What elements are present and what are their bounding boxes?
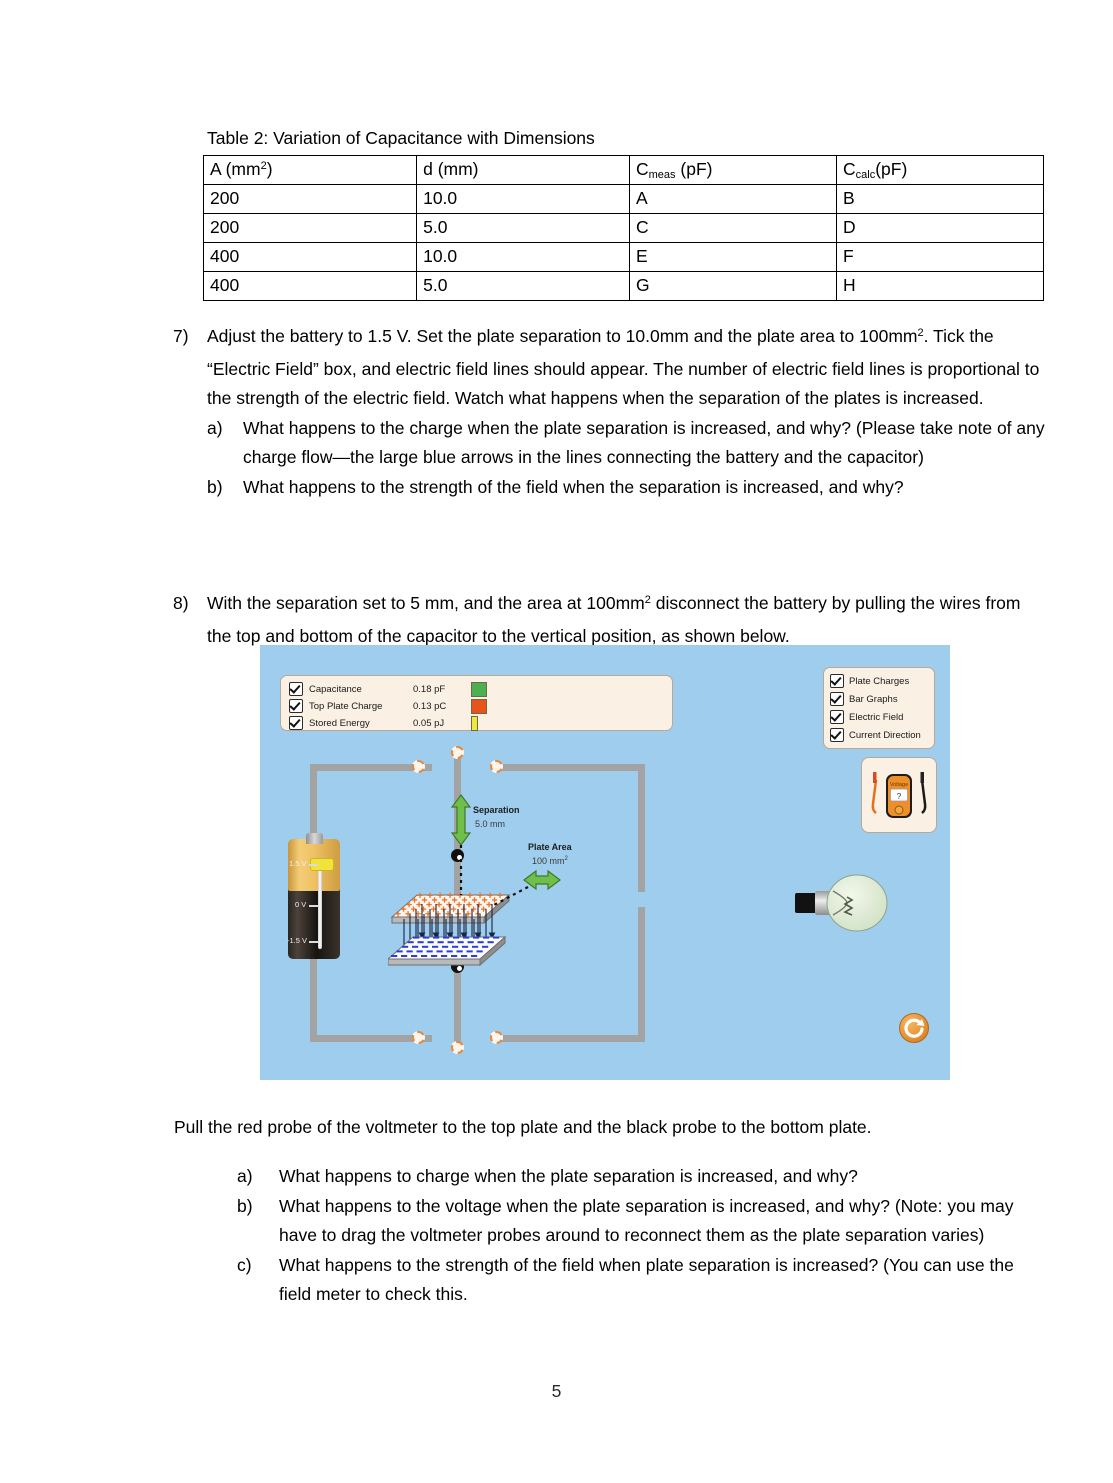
- question-8-number: 8): [173, 593, 189, 613]
- list-label: a): [237, 1166, 253, 1186]
- list-text: What happens to the charge when the plate separation is increased, and why? (Please take note of any charge flow—the large blue arrows in the lines connecting the battery and the capacitor): [243, 417, 1045, 467]
- cell-cmeas: A: [629, 185, 836, 214]
- battery-slider-track[interactable]: [318, 861, 322, 949]
- battery-terminal-icon: [306, 833, 323, 844]
- battery[interactable]: [285, 833, 343, 961]
- battery-tick-mid: [309, 905, 318, 907]
- pull-probe-instruction: Pull the red probe of the voltmeter to the top plate and the black probe to the bottom plate.: [174, 1117, 872, 1137]
- cell-distance: 10.0: [417, 185, 630, 214]
- checkbox-capacitance-icon[interactable]: [289, 682, 303, 696]
- separation-leader: [456, 845, 470, 897]
- voltmeter-tool-box[interactable]: [861, 757, 937, 833]
- battery-label-mid: 0 V: [295, 900, 307, 909]
- question-8: [173, 589, 1045, 651]
- checkbox-top-plate-charge-icon[interactable]: [289, 699, 303, 713]
- cell-area: 400: [204, 272, 417, 301]
- junction-top-right-icon[interactable]: [490, 760, 503, 773]
- question-7-text-part2: .: [923, 326, 929, 346]
- checkbox-current-direction-icon[interactable]: [830, 728, 844, 742]
- cell-area: 200: [204, 214, 417, 243]
- question-8-text-part1: With the separation set to 5 mm, and the area at 100mm: [207, 593, 645, 613]
- voltmeter-reading: ?: [896, 792, 902, 801]
- battery-label-bottom: -1.5 V: [287, 936, 308, 945]
- cell-cmeas: C: [629, 214, 836, 243]
- superscript: 2: [260, 160, 267, 172]
- checkbox-stored-energy-icon[interactable]: [289, 716, 303, 730]
- wire-bottom-right: [496, 1035, 645, 1042]
- superscript: 2: [644, 594, 651, 606]
- question-7-text-part1: Adjust the battery to 1.5 V. Set the plate separation to 10.0mm and the plate area to 100mm: [207, 326, 918, 346]
- header-cmeas: $C_{meas}$ (pF): [629, 156, 836, 185]
- wire-endpoint-top-icon[interactable]: [451, 746, 464, 759]
- option-label: Plate Charges: [849, 675, 910, 687]
- list-label: a): [207, 417, 223, 438]
- checkbox-plate-charges-icon[interactable]: [830, 674, 844, 688]
- option-label: Bar Graphs: [849, 693, 898, 705]
- list-item: [237, 1192, 1047, 1251]
- question-7-body: [207, 322, 1045, 502]
- readout-row-capacitance[interactable]: [289, 681, 672, 697]
- question-7-sublist: [207, 414, 1045, 503]
- option-current-direction[interactable]: [830, 726, 934, 744]
- separation-arrow-icon[interactable]: [448, 793, 474, 849]
- readout-value: 0.05 pJ: [413, 717, 445, 729]
- question-7-text-rest: Tick the “Electric Field” box, and electric field lines should appear. The number of electric field lines is proportional to the strength of the electric field. Watch what happens when the separation of the plates is increased.: [207, 326, 1040, 408]
- option-plate-charges[interactable]: [830, 672, 934, 690]
- reset-icon[interactable]: [900, 1014, 928, 1042]
- table-row: [204, 243, 1044, 272]
- table-header-row: [204, 156, 1044, 185]
- table-row: [204, 185, 1044, 214]
- subscript: calc: [855, 169, 876, 181]
- readout-value: 0.18 pF: [413, 683, 446, 695]
- list-text: What happens to the strength of the field when the separation is increased, and why?: [243, 476, 904, 497]
- list-item: [207, 473, 1045, 503]
- junction-bottom-left-icon[interactable]: [412, 1031, 425, 1044]
- view-options-panel: [823, 667, 935, 749]
- checkbox-bar-graphs-icon[interactable]: [830, 692, 844, 706]
- table-row: [204, 272, 1044, 301]
- table-row: [204, 214, 1044, 243]
- battery-tick-top: [309, 864, 318, 866]
- capacitance-table: [203, 155, 1044, 301]
- cell-ccalc: B: [837, 185, 1044, 214]
- separation-label: Separation: [473, 805, 520, 815]
- checkbox-electric-field-icon[interactable]: [830, 710, 844, 724]
- cell-area: 400: [204, 243, 417, 272]
- readout-label: Top Plate Charge: [309, 700, 383, 712]
- cell-distance: 5.0: [417, 214, 630, 243]
- list-text: What happens to charge when the plate separation is increased, and why?: [279, 1166, 858, 1186]
- plate-area-label: Plate Area: [528, 842, 572, 852]
- cell-distance: 10.0: [417, 243, 630, 272]
- cell-ccalc: D: [837, 214, 1044, 243]
- reset-button[interactable]: [899, 1013, 929, 1043]
- capacitor-lab-simulation: [260, 645, 950, 1080]
- table-caption: Table 2: Variation of Capacitance with Dimensions: [207, 128, 595, 148]
- question-8-text-part2: disconnect the battery by pulling the wires from the top and bottom of the capacitor to the vertical position, as shown below.: [207, 593, 1021, 646]
- plate-area-value: 100 $mm^2$: [532, 856, 568, 866]
- readout-label: Capacitance: [309, 683, 362, 695]
- list-item: [207, 414, 1045, 473]
- battery-label-top: 1.5 V: [289, 859, 307, 868]
- final-question-list: [237, 1162, 1047, 1310]
- bar-indicator: [471, 682, 487, 697]
- page-number: 5: [551, 1381, 562, 1401]
- list-text: What happens to the strength of the field when plate separation is increased? (You can use the field meter to check this.: [279, 1254, 1014, 1304]
- cell-ccalc: H: [837, 272, 1044, 301]
- wire-left-lower: [310, 950, 317, 1042]
- bar-indicator: [471, 699, 487, 714]
- wire-right-lower: [638, 907, 645, 1042]
- cell-cmeas: G: [629, 272, 836, 301]
- header-ccalc: $C_{calc}(pF)$: [837, 156, 1044, 185]
- voltmeter-icon[interactable]: [862, 758, 936, 832]
- header-distance: d (mm): [417, 156, 630, 185]
- list-item: [237, 1251, 1047, 1310]
- junction-top-left-icon[interactable]: [412, 760, 425, 773]
- wire-right-upper: [638, 764, 645, 892]
- junction-bottom-right-icon[interactable]: [490, 1031, 503, 1044]
- option-bar-graphs[interactable]: [830, 690, 934, 708]
- meter-readout-panel: [280, 675, 673, 731]
- list-label: b): [237, 1195, 253, 1216]
- readout-row-stored-energy[interactable]: [289, 715, 672, 731]
- question-8-body: [207, 589, 1045, 651]
- list-text: What happens to the voltage when the plate separation is increased, and why? (Note: you may have to drag the voltmeter probes around to reconnect them as the plate separation varies): [279, 1195, 1014, 1245]
- cell-ccalc: F: [837, 243, 1044, 272]
- list-label: b): [207, 476, 223, 497]
- list-label: c): [237, 1254, 252, 1275]
- readout-label: Stored Energy: [309, 717, 370, 729]
- list-item: [237, 1162, 1047, 1192]
- bar-indicator: [471, 716, 478, 731]
- option-label: Electric Field: [849, 711, 904, 723]
- cell-area: 200: [204, 185, 417, 214]
- question-7-number: 7): [173, 326, 189, 346]
- plate-area-leader: [492, 885, 530, 907]
- wire-top-right: [496, 764, 645, 771]
- light-bulb[interactable]: [795, 867, 895, 939]
- subscript: meas: [648, 169, 676, 181]
- voltmeter-title: Voltage: [889, 782, 909, 788]
- readout-value: 0.13 pC: [413, 700, 447, 712]
- cell-distance: 5.0: [417, 272, 630, 301]
- header-area: A $(mm^2)$: [204, 156, 417, 185]
- wire-endpoint-bottom-icon[interactable]: [451, 1041, 464, 1054]
- readout-row-top-plate-charge[interactable]: [289, 698, 672, 714]
- cell-cmeas: E: [629, 243, 836, 272]
- battery-tick-bottom: [309, 941, 318, 943]
- superscript: 2: [917, 327, 924, 339]
- question-7: [173, 322, 1045, 502]
- option-electric-field[interactable]: [830, 708, 934, 726]
- separation-value: 5.0 mm: [475, 819, 506, 829]
- option-label: Current Direction: [849, 729, 921, 741]
